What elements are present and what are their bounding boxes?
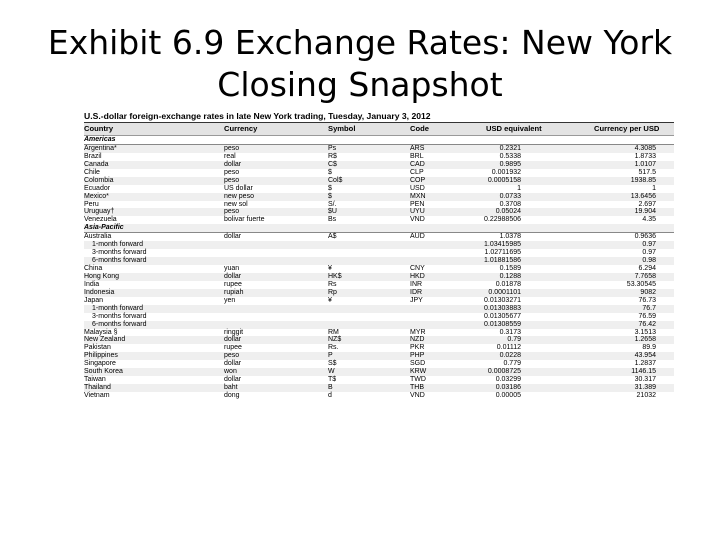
currency-per-usd-cell: 1146.15 — [631, 368, 656, 376]
country-cell: Mexico* — [84, 192, 109, 200]
code-cell: IDR — [410, 288, 423, 296]
symbol-cell: d — [328, 392, 332, 399]
code-cell: ARS — [410, 144, 425, 152]
table-row — [84, 257, 674, 265]
table-row — [84, 208, 674, 216]
code-cell: VND — [410, 392, 425, 399]
currency-cell: US dollar — [224, 184, 253, 192]
country-cell: Australia — [84, 233, 112, 241]
table-row — [84, 352, 674, 360]
currency-cell: real — [224, 152, 236, 160]
currency-per-usd-cell: 4.35 — [642, 216, 656, 224]
symbol-cell: HK$ — [328, 272, 342, 280]
table-row — [84, 161, 674, 169]
section-label: Americas — [84, 136, 116, 143]
table-row — [84, 289, 674, 297]
currency-per-usd-cell: 13.6456 — [630, 192, 656, 200]
table-row — [84, 169, 674, 177]
usd-equivalent-cell: 0.0005158 — [487, 176, 521, 184]
country-cell: 6-months forward — [92, 320, 147, 328]
country-cell: Japan — [84, 296, 104, 304]
currency-cell: dollar — [224, 376, 242, 384]
country-cell: Uruguay† — [84, 208, 115, 216]
code-cell: UYU — [410, 208, 425, 216]
currency-cell: peso — [224, 176, 240, 184]
currency-per-usd-cell: 76.59 — [638, 312, 656, 320]
symbol-cell: Rs. — [328, 344, 339, 352]
currency-cell: dollar — [224, 233, 242, 241]
country-cell: 1-month forward — [92, 241, 143, 249]
currency-cell: rupiah — [224, 288, 244, 296]
usd-equivalent-cell: 1.0378 — [499, 233, 521, 241]
usd-equivalent-cell: 0.22988506 — [484, 216, 521, 224]
currency-per-usd-cell: 19.904 — [634, 208, 656, 216]
table-row — [84, 376, 674, 384]
country-cell: Indonesia — [84, 288, 115, 296]
code-cell: USD — [410, 184, 425, 192]
code-cell: KRW — [410, 368, 427, 376]
symbol-cell: Rp — [328, 288, 337, 296]
currency-cell: dong — [224, 392, 240, 399]
code-cell: CAD — [410, 160, 425, 168]
currency-cell: new sol — [224, 200, 248, 208]
code-cell: BRL — [410, 152, 424, 160]
currency-per-usd-cell: 1.0107 — [634, 160, 656, 168]
code-cell: CLP — [410, 168, 424, 176]
column-header-country: Country — [84, 124, 114, 133]
country-cell: Philippines — [84, 352, 118, 360]
table-row — [84, 153, 674, 161]
table-row — [84, 281, 674, 289]
table-row — [84, 185, 674, 193]
country-cell: 1-month forward — [92, 304, 143, 312]
symbol-cell: Col$ — [328, 176, 343, 184]
usd-equivalent-cell: 0.1288 — [499, 272, 521, 280]
currency-per-usd-cell: 9082 — [640, 288, 656, 296]
table-row — [84, 313, 674, 321]
table-row — [84, 177, 674, 185]
usd-equivalent-cell: 0.3173 — [499, 328, 521, 336]
usd-equivalent-cell: 0.0228 — [499, 352, 521, 360]
symbol-cell: S$ — [328, 360, 337, 368]
currency-cell: ringgit — [224, 328, 244, 336]
currency-cell: dollar — [224, 360, 242, 368]
currency-per-usd-cell: 1938.85 — [630, 176, 656, 184]
currency-per-usd-cell: 1.8733 — [634, 152, 656, 160]
currency-cell: dollar — [224, 272, 242, 280]
currency-cell: yuan — [224, 265, 240, 272]
currency-cell: bolivar fuerte — [224, 216, 265, 224]
usd-equivalent-cell: 0.03186 — [495, 384, 521, 392]
usd-equivalent-cell: 0.9895 — [499, 160, 521, 168]
usd-equivalent-cell: 0.5338 — [499, 152, 521, 160]
country-cell: Vietnam — [84, 392, 110, 399]
usd-equivalent-cell: 0.01303883 — [484, 304, 521, 312]
code-cell: JPY — [410, 296, 423, 304]
table-row — [84, 305, 674, 313]
country-cell: Venezuela — [84, 216, 117, 224]
symbol-cell: Bs — [328, 216, 337, 224]
currency-per-usd-cell: 1.2837 — [634, 360, 656, 368]
currency-per-usd-cell: 3.1513 — [634, 328, 656, 336]
currency-cell: rupee — [224, 280, 242, 288]
currency-cell: peso — [224, 168, 240, 176]
table-row — [84, 368, 674, 376]
currency-cell: dollar — [224, 336, 242, 344]
currency-per-usd-cell: 30.317 — [634, 376, 656, 384]
country-cell: Brazil — [84, 152, 102, 160]
usd-equivalent-cell: 0.0001101 — [488, 288, 521, 296]
symbol-cell: R$ — [328, 152, 337, 160]
currency-cell: new peso — [224, 192, 254, 200]
exchange-rate-table — [84, 110, 674, 400]
symbol-cell: Rs — [328, 280, 337, 288]
column-header-currency-per-usd: Currency per USD — [594, 124, 660, 133]
country-cell: Pakistan — [84, 344, 111, 352]
table-row — [84, 241, 674, 249]
currency-per-usd-cell: 76.73 — [638, 296, 656, 304]
currency-cell: peso — [224, 144, 240, 152]
symbol-cell: $ — [328, 168, 332, 176]
table-row — [84, 297, 674, 305]
currency-cell: rupee — [224, 344, 242, 352]
country-cell: Peru — [84, 200, 99, 208]
table-section-row — [84, 224, 674, 233]
currency-per-usd-cell: 0.9636 — [634, 233, 656, 241]
usd-equivalent-cell: 1 — [517, 184, 521, 192]
country-cell: New Zealand — [84, 336, 126, 344]
symbol-cell: $U — [328, 208, 337, 216]
table-row — [84, 392, 674, 400]
symbol-cell: A$ — [328, 233, 337, 241]
slide-title — [0, 22, 720, 106]
usd-equivalent-cell: 1.03415985 — [484, 241, 521, 249]
table-row — [84, 193, 674, 201]
symbol-cell: ¥ — [328, 265, 332, 272]
table-row — [84, 249, 674, 257]
currency-per-usd-cell: 1.2658 — [634, 336, 656, 344]
currency-per-usd-cell: 6.294 — [638, 265, 656, 272]
code-cell: VND — [410, 216, 425, 224]
code-cell: PKR — [410, 344, 425, 352]
code-cell: MXN — [410, 192, 426, 200]
currency-per-usd-cell: 7.7658 — [634, 272, 656, 280]
currency-cell: baht — [224, 384, 238, 392]
symbol-cell: W — [328, 368, 335, 376]
code-cell: COP — [410, 176, 426, 184]
symbol-cell: Ps — [328, 144, 337, 152]
currency-per-usd-cell: 1 — [652, 184, 656, 192]
code-cell: HKD — [410, 272, 425, 280]
currency-per-usd-cell: 53.30545 — [626, 280, 656, 288]
currency-per-usd-cell: 89.9 — [642, 344, 656, 352]
table-row — [84, 201, 674, 209]
currency-per-usd-cell: 21032 — [636, 392, 656, 399]
currency-per-usd-cell: 0.97 — [642, 249, 656, 257]
currency-per-usd-cell: 43.954 — [634, 352, 656, 360]
table-row — [84, 233, 674, 241]
code-cell: INR — [410, 280, 423, 288]
currency-cell: dollar — [224, 160, 242, 168]
usd-equivalent-cell: 0.79 — [507, 336, 521, 344]
country-cell: Chile — [84, 168, 100, 176]
table-row — [84, 329, 674, 337]
slide-title-line-1: Exhibit 6.9 Exchange Rates: New York — [47, 23, 673, 62]
currency-per-usd-cell: 4.3085 — [634, 144, 656, 152]
currency-per-usd-cell: 0.98 — [642, 257, 656, 265]
usd-equivalent-cell: 0.00005 — [495, 392, 521, 399]
usd-equivalent-cell: 0.779 — [503, 360, 521, 368]
country-cell: 6-months forward — [92, 257, 147, 265]
country-cell: Argentina* — [84, 144, 117, 152]
symbol-cell: RM — [328, 328, 339, 336]
code-cell: AUD — [410, 233, 425, 241]
usd-equivalent-cell: 0.05024 — [495, 208, 521, 216]
country-cell: Hong Kong — [84, 272, 120, 280]
table-row — [84, 360, 674, 368]
currency-cell: peso — [224, 352, 240, 360]
currency-per-usd-cell: 517.5 — [638, 168, 656, 176]
table-row — [84, 321, 674, 329]
code-cell: NZD — [410, 336, 425, 344]
country-cell: Ecuador — [84, 184, 111, 192]
country-cell: Singapore — [84, 360, 116, 368]
country-cell: Malaysia § — [84, 328, 118, 336]
table-body — [84, 136, 674, 400]
symbol-cell: $ — [328, 192, 332, 200]
symbol-cell: NZ$ — [328, 336, 342, 344]
usd-equivalent-cell: 0.03299 — [495, 376, 521, 384]
table-row — [84, 344, 674, 352]
country-cell: India — [84, 280, 100, 288]
country-cell: 3-months forward — [92, 249, 147, 257]
slide-title-line-2: Closing Snapshot — [217, 65, 503, 104]
column-header-currency: Currency — [224, 124, 258, 133]
currency-per-usd-cell: 2.697 — [638, 200, 656, 208]
usd-equivalent-cell: 0.3708 — [499, 200, 521, 208]
symbol-cell: S/. — [328, 200, 337, 208]
usd-equivalent-cell: 0.01303271 — [484, 296, 521, 304]
symbol-cell: T$ — [328, 376, 337, 384]
currency-cell: won — [224, 368, 237, 376]
usd-equivalent-cell: 1.01881586 — [484, 257, 521, 265]
column-header-code: Code — [410, 124, 429, 133]
usd-equivalent-cell: 0.01305677 — [484, 312, 521, 320]
usd-equivalent-cell: 0.001932 — [491, 168, 521, 176]
currency-cell: yen — [224, 296, 236, 304]
symbol-cell: B — [328, 384, 333, 392]
table-row — [84, 265, 674, 273]
symbol-cell: C$ — [328, 160, 337, 168]
code-cell: PHP — [410, 352, 425, 360]
usd-equivalent-cell: 0.1589 — [499, 265, 521, 272]
code-cell: MYR — [410, 328, 426, 336]
currency-per-usd-cell: 76.42 — [638, 320, 656, 328]
currency-cell: peso — [224, 208, 240, 216]
currency-per-usd-cell: 31.389 — [634, 384, 656, 392]
table-row — [84, 273, 674, 281]
column-header-usd-equivalent: USD equivalent — [486, 124, 542, 133]
code-cell: PEN — [410, 200, 425, 208]
table-row — [84, 384, 674, 392]
usd-equivalent-cell: 0.01308559 — [484, 320, 521, 328]
country-cell: Canada — [84, 160, 109, 168]
currency-per-usd-cell: 76.7 — [642, 304, 656, 312]
usd-equivalent-cell: 0.01112 — [496, 344, 521, 352]
symbol-cell: ¥ — [328, 296, 332, 304]
table-row — [84, 145, 674, 153]
code-cell: TWD — [410, 376, 426, 384]
country-cell: 3-months forward — [92, 312, 147, 320]
table-header-row — [84, 123, 674, 136]
column-header-symbol: Symbol — [328, 124, 356, 133]
country-cell: Taiwan — [84, 376, 106, 384]
usd-equivalent-cell: 0.0733 — [499, 192, 521, 200]
code-cell: SGD — [410, 360, 426, 368]
table-row — [84, 336, 674, 344]
table-row — [84, 216, 674, 224]
usd-equivalent-cell: 0.01878 — [495, 280, 521, 288]
code-cell: CNY — [410, 265, 425, 272]
symbol-cell: $ — [328, 184, 332, 192]
usd-equivalent-cell: 0.0008725 — [487, 368, 521, 376]
code-cell: THB — [410, 384, 424, 392]
symbol-cell: P — [328, 352, 333, 360]
section-label: Asia-Pacific — [84, 224, 124, 232]
table-section-row — [84, 136, 674, 145]
country-cell: China — [84, 265, 103, 272]
country-cell: South Korea — [84, 368, 123, 376]
table-caption: U.S.-dollar foreign-exchange rates in late New York trading, Tuesday, January 3, 2012 — [84, 110, 674, 123]
usd-equivalent-cell: 1.02711695 — [484, 249, 521, 257]
country-cell: Thailand — [84, 384, 111, 392]
currency-per-usd-cell: 0.97 — [642, 241, 656, 249]
usd-equivalent-cell: 0.2321 — [499, 144, 521, 152]
country-cell: Colombia — [84, 176, 114, 184]
